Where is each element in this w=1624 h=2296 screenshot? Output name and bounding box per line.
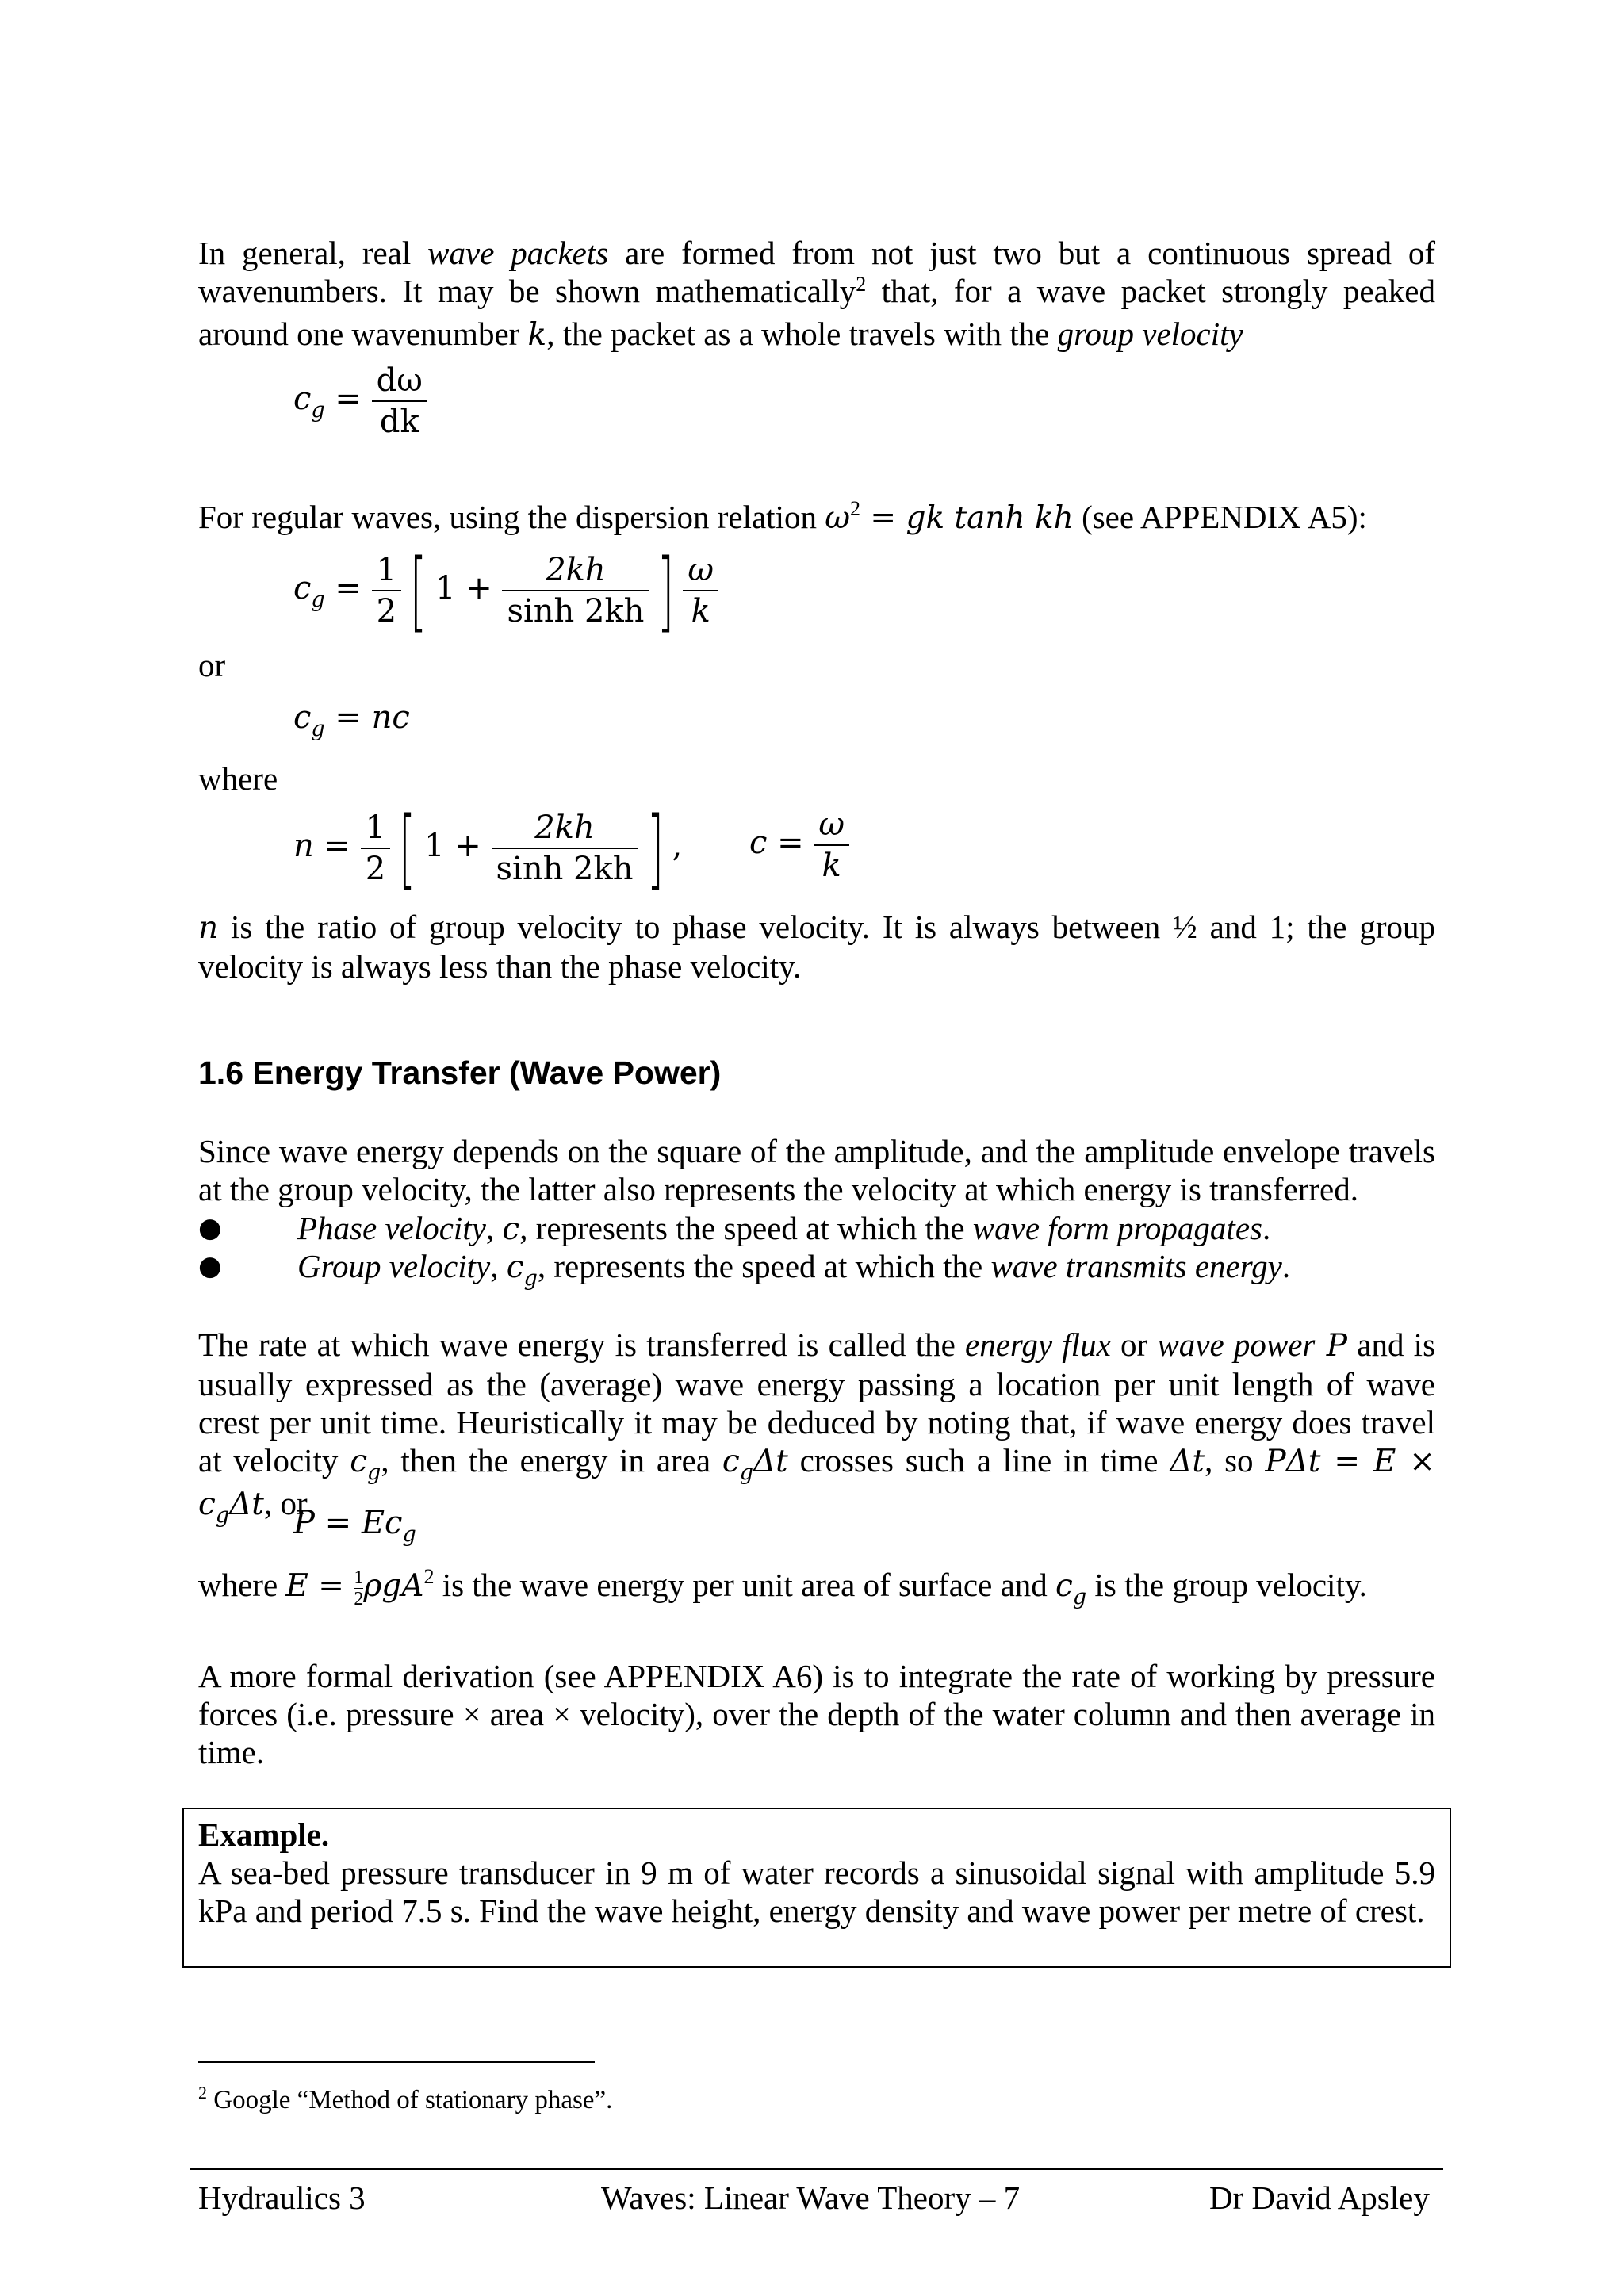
section-heading: 1.6 Energy Transfer (Wave Power) bbox=[198, 1054, 722, 1091]
footnote-rule bbox=[198, 2061, 595, 2063]
document-page: In general, real wave packets are formed from not just two but a continuous spread of wavenumbers. It may be shown mathematically$^2$ that, for a wave packet strongly peaked around one wavenumber k, the packet as a whole travels with the group velocity $c_g$ = $\frac{d\omega}{dk}$ For regular waves, using the dispersion relation $\omega^2$ = gk tanh kh (see APPENDIX A5): $c_g$ = $\frac{1}{2}$ [ 1 + $\frac{2kh}{\sinh 2kh}$ ] $\frac{\omega}{k}$ or $c_g$ = nc where n = $\frac{1}{2}$ [ 1 + $\frac{2kh}{\sinh 2kh}$ ] , c = $\frac{\omega}{k}$ n is the ratio of group velocity to phase velocity. It is always between ½ and 1; the group velocity is always less than the phase velocity. 1.6 Energy Transfer (Wave Power) Since wave energy depends on the square of the amplitude, and the amplitude envelope travels at the group velocity, the latter also represents the velocity at which energy is transferred. ● Phase velocity, c, represents the speed at which the wave form propagates. ● Group velocity, $c_g$, represents the speed at which the wave transmits energy. The rate at which wave energy is transferred is called the energy flux or wave power P and is usually expressed as the (average) wave energy passing a location per unit length of wave crest per unit time. Heuristically it may be deduced by noting that, if wave energy does travel at velocity $c_g$, then the energy in area $c_g\Delta t$ crosses such a line in time Δt, so $P\Delta t = E \times c_g\Delta t$, or $P = Ec_g$ where E = $\frac{1}{2}$ ρgA$^2$ is the wave energy per unit area of surface and $c_g$ is the group velocity. A more formal derivation (see APPENDIX A6) is to integrate the rate of working by pressure forces (i.e. pressure × area × velocity), over the depth of the water column and then average in time. Example. A sea-bed pressure transducer in 9 m of water records a sinusoidal signal with amplitude 5.9 kPa and period 7.5 s. Find the wave height, energy density and wave power per metre of crest. $^2$ Google “Method of stationary phase”. Hydraulics 3 Waves: Linear Wave Theory – 7 Dr David Apsley bbox=[0, 0, 1624, 2296]
where-label: where bbox=[198, 760, 278, 797]
energy-density-paragraph: where E = $\frac{1}{2}$ ρgA$^2$ is the wave energy per unit area of surface and $c_g$ is the group velocity. bbox=[198, 1565, 1367, 1610]
example-box bbox=[182, 1808, 1451, 1968]
footer-rule bbox=[190, 2168, 1443, 2170]
example-body: A sea-bed pressure transducer in 9 m of water records a sinusoidal signal with amplitude 5.9 kPa and period 7.5 s. Find the wave height, energy density and wave power per metre of crest. bbox=[198, 1854, 1435, 1929]
equation-wave-power: $P = Ec_g$ bbox=[293, 1505, 416, 1547]
equation-n-definition: n = $\frac{1}{2}$ [ 1 + $\frac{2kh}{\sinh 2kh}$ ] , bbox=[293, 798, 683, 899]
example-title: Example. bbox=[198, 1816, 330, 1853]
equation-phase-velocity: c = $\frac{\omega}{k}$ bbox=[749, 805, 849, 886]
fraction-domega-dk: $\frac{d\omega}{dk}$ bbox=[372, 361, 427, 442]
intro-paragraph: In general, real wave packets are formed from not just two but a continuous spread of wavenumbers. It may be shown mathematically$^2$ that, for a wave packet strongly peaked around one wavenumber k, the packet as a whole travels with the group velocity bbox=[198, 235, 1435, 353]
equation-group-velocity-def: $c_g$ = $\frac{d\omega}{dk}$ bbox=[293, 361, 427, 442]
energy-flux-paragraph: The rate at which wave energy is transferred is called the energy flux or wave power P and is usually expressed as the (average) wave energy passing a location per unit length of wave crest per unit time. Heuristically it may be deduced by noting that, if wave energy does travel at velocity $c_g$, then the energy in area $c_g\Delta t$ crosses such a line in time Δt, so $P\Delta t = E \times c_g\Delta t$, or bbox=[198, 1326, 1436, 1528]
footer-center: Waves: Linear Wave Theory – 7 bbox=[601, 2179, 1021, 2216]
or-label: or bbox=[198, 647, 226, 683]
equation-group-velocity-full: $c_g$ = $\frac{1}{2}$ [ 1 + $\frac{2kh}{\sinh 2kh}$ ] $\frac{\omega}{k}$ bbox=[293, 547, 718, 634]
energy-paragraph: Since wave energy depends on the square of the amplitude, and the amplitude envelope travels at the group velocity, the latter also represents the velocity at which energy is transferred. bbox=[198, 1133, 1435, 1207]
bullet-dot-icon: ● bbox=[198, 1212, 222, 1244]
formal-derivation-paragraph: A more formal derivation (see APPENDIX A6) is to integrate the rate of working by pressure forces (i.e. pressure × area × velocity), over the depth of the water column and then average in time. bbox=[198, 1658, 1435, 1770]
footer-right: Dr David Apsley bbox=[1209, 2179, 1430, 2216]
equation-cg-nc: $c_g$ = nc bbox=[293, 699, 410, 741]
dispersion-paragraph: For regular waves, using the dispersion relation $\omega^2$ = gk tanh kh (see APPENDIX A5): bbox=[198, 497, 1367, 536]
footer-left: Hydraulics 3 bbox=[198, 2179, 366, 2216]
footnote-ref: 2 bbox=[856, 273, 867, 296]
bullet-dot-icon: ● bbox=[198, 1250, 222, 1282]
n-ratio-paragraph: n is the ratio of group velocity to phase velocity. It is always between ½ and 1; the group velocity is always less than the phase velocity. bbox=[198, 909, 1435, 985]
footnote: $^2$ Google “Method of stationary phase”. bbox=[198, 2083, 613, 2114]
